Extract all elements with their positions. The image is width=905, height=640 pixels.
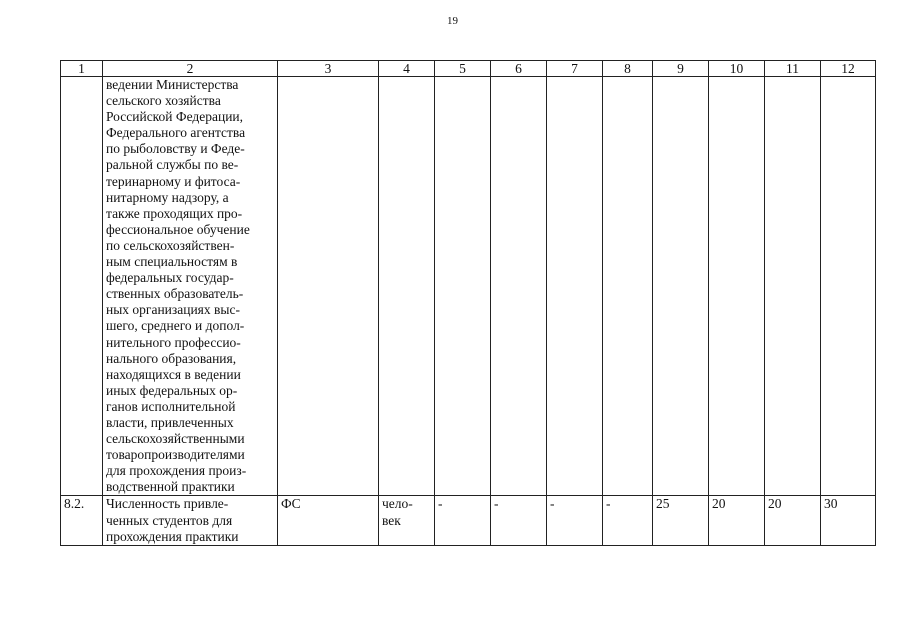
text-line: ведении Министерства bbox=[106, 77, 239, 92]
text-line: ченных студентов для bbox=[106, 512, 233, 528]
continued-row-cell-6 bbox=[491, 77, 547, 496]
continued-row-cell-7 bbox=[547, 77, 603, 496]
header-cell-12: 12 bbox=[821, 61, 876, 77]
text-line: нального образования, bbox=[106, 350, 237, 366]
text-line: чело- bbox=[382, 496, 413, 512]
table-row-continued bbox=[61, 77, 876, 496]
header-cell-7: 7 bbox=[547, 61, 603, 77]
header-cell-8: 8 bbox=[603, 61, 653, 77]
text-line: ганов исполнительной bbox=[106, 398, 236, 414]
value-cell-9: 25 bbox=[653, 496, 709, 545]
header-cell-4: 4 bbox=[379, 61, 435, 77]
continued-row-cell-11 bbox=[765, 77, 821, 496]
page-number: 19 bbox=[447, 15, 458, 27]
value-cell-8: - bbox=[603, 496, 653, 545]
value-cell-11: 20 bbox=[765, 496, 821, 545]
text-line: Федерального агентства bbox=[106, 125, 246, 141]
value-cell-7: - bbox=[547, 496, 603, 545]
continued-row-number-cell bbox=[61, 77, 103, 496]
table-header-row bbox=[61, 61, 876, 77]
text-line: сельского хозяйства bbox=[106, 93, 221, 109]
text-line: ственных образователь- bbox=[106, 286, 244, 302]
header-cell-6: 6 bbox=[491, 61, 547, 77]
value-cell-10: 20 bbox=[709, 496, 765, 545]
text-line: для прохождения произ- bbox=[106, 463, 247, 479]
text-line: власти, привлеченных bbox=[106, 414, 234, 430]
text-line: ральной службы по ве- bbox=[106, 157, 239, 173]
header-cell-1: 1 bbox=[61, 61, 103, 77]
text-line: также проходящих про- bbox=[106, 205, 243, 221]
text-line: сельскохозяйственными bbox=[106, 431, 245, 447]
value-cell-5: - bbox=[435, 496, 491, 545]
continued-row-cell-8 bbox=[603, 77, 653, 496]
text-line: по сельскохозяйствен- bbox=[106, 237, 235, 253]
text-line: Российской Федерации, bbox=[106, 109, 244, 125]
text-line: теринарному и фитоса- bbox=[106, 173, 241, 189]
header-cell-5: 5 bbox=[435, 61, 491, 77]
text-line: иных федеральных ор- bbox=[106, 382, 238, 398]
continued-row-cell-9 bbox=[653, 77, 709, 496]
text-line: по рыболовству и Феде- bbox=[106, 141, 245, 157]
text-line: федеральных государ- bbox=[106, 270, 234, 286]
indicator-name-cell bbox=[103, 496, 278, 545]
indicator-table bbox=[60, 60, 876, 546]
text-line: водственной практики bbox=[106, 479, 235, 495]
value-cell-12: 30 bbox=[821, 496, 876, 545]
header-cell-2: 2 bbox=[103, 61, 278, 77]
header-cell-11: 11 bbox=[765, 61, 821, 77]
text-line: прохождения практики bbox=[106, 528, 239, 544]
continued-row-cell-3 bbox=[278, 77, 379, 496]
text-line: шего, среднего и допол- bbox=[106, 318, 245, 334]
unit-cell bbox=[379, 496, 435, 545]
header-cell-3: 3 bbox=[278, 61, 379, 77]
text-line: фессиональное обучение bbox=[106, 221, 250, 237]
text-line: нитарному надзору, а bbox=[106, 189, 229, 205]
header-cell-9: 9 bbox=[653, 61, 709, 77]
continued-row-name-cell bbox=[103, 77, 278, 496]
continued-row-cell-5 bbox=[435, 77, 491, 496]
header-cell-10: 10 bbox=[709, 61, 765, 77]
source-cell: ФС bbox=[278, 496, 379, 545]
continued-row-cell-12 bbox=[821, 77, 876, 496]
text-line: ных организациях выс- bbox=[106, 302, 240, 318]
row-number-cell: 8.2. bbox=[61, 496, 103, 545]
text-line: век bbox=[382, 512, 401, 528]
table-row-8-2 bbox=[61, 496, 876, 545]
continued-row-cell-4 bbox=[379, 77, 435, 496]
text-line: Численность привле- bbox=[106, 496, 229, 512]
text-line: находящихся в ведении bbox=[106, 366, 241, 382]
text-line: ным специальностям в bbox=[106, 254, 238, 270]
text-line: товаропроизводителями bbox=[106, 447, 245, 463]
text-line: нительного профессио- bbox=[106, 334, 241, 350]
value-cell-6: - bbox=[491, 496, 547, 545]
continued-row-cell-10 bbox=[709, 77, 765, 496]
